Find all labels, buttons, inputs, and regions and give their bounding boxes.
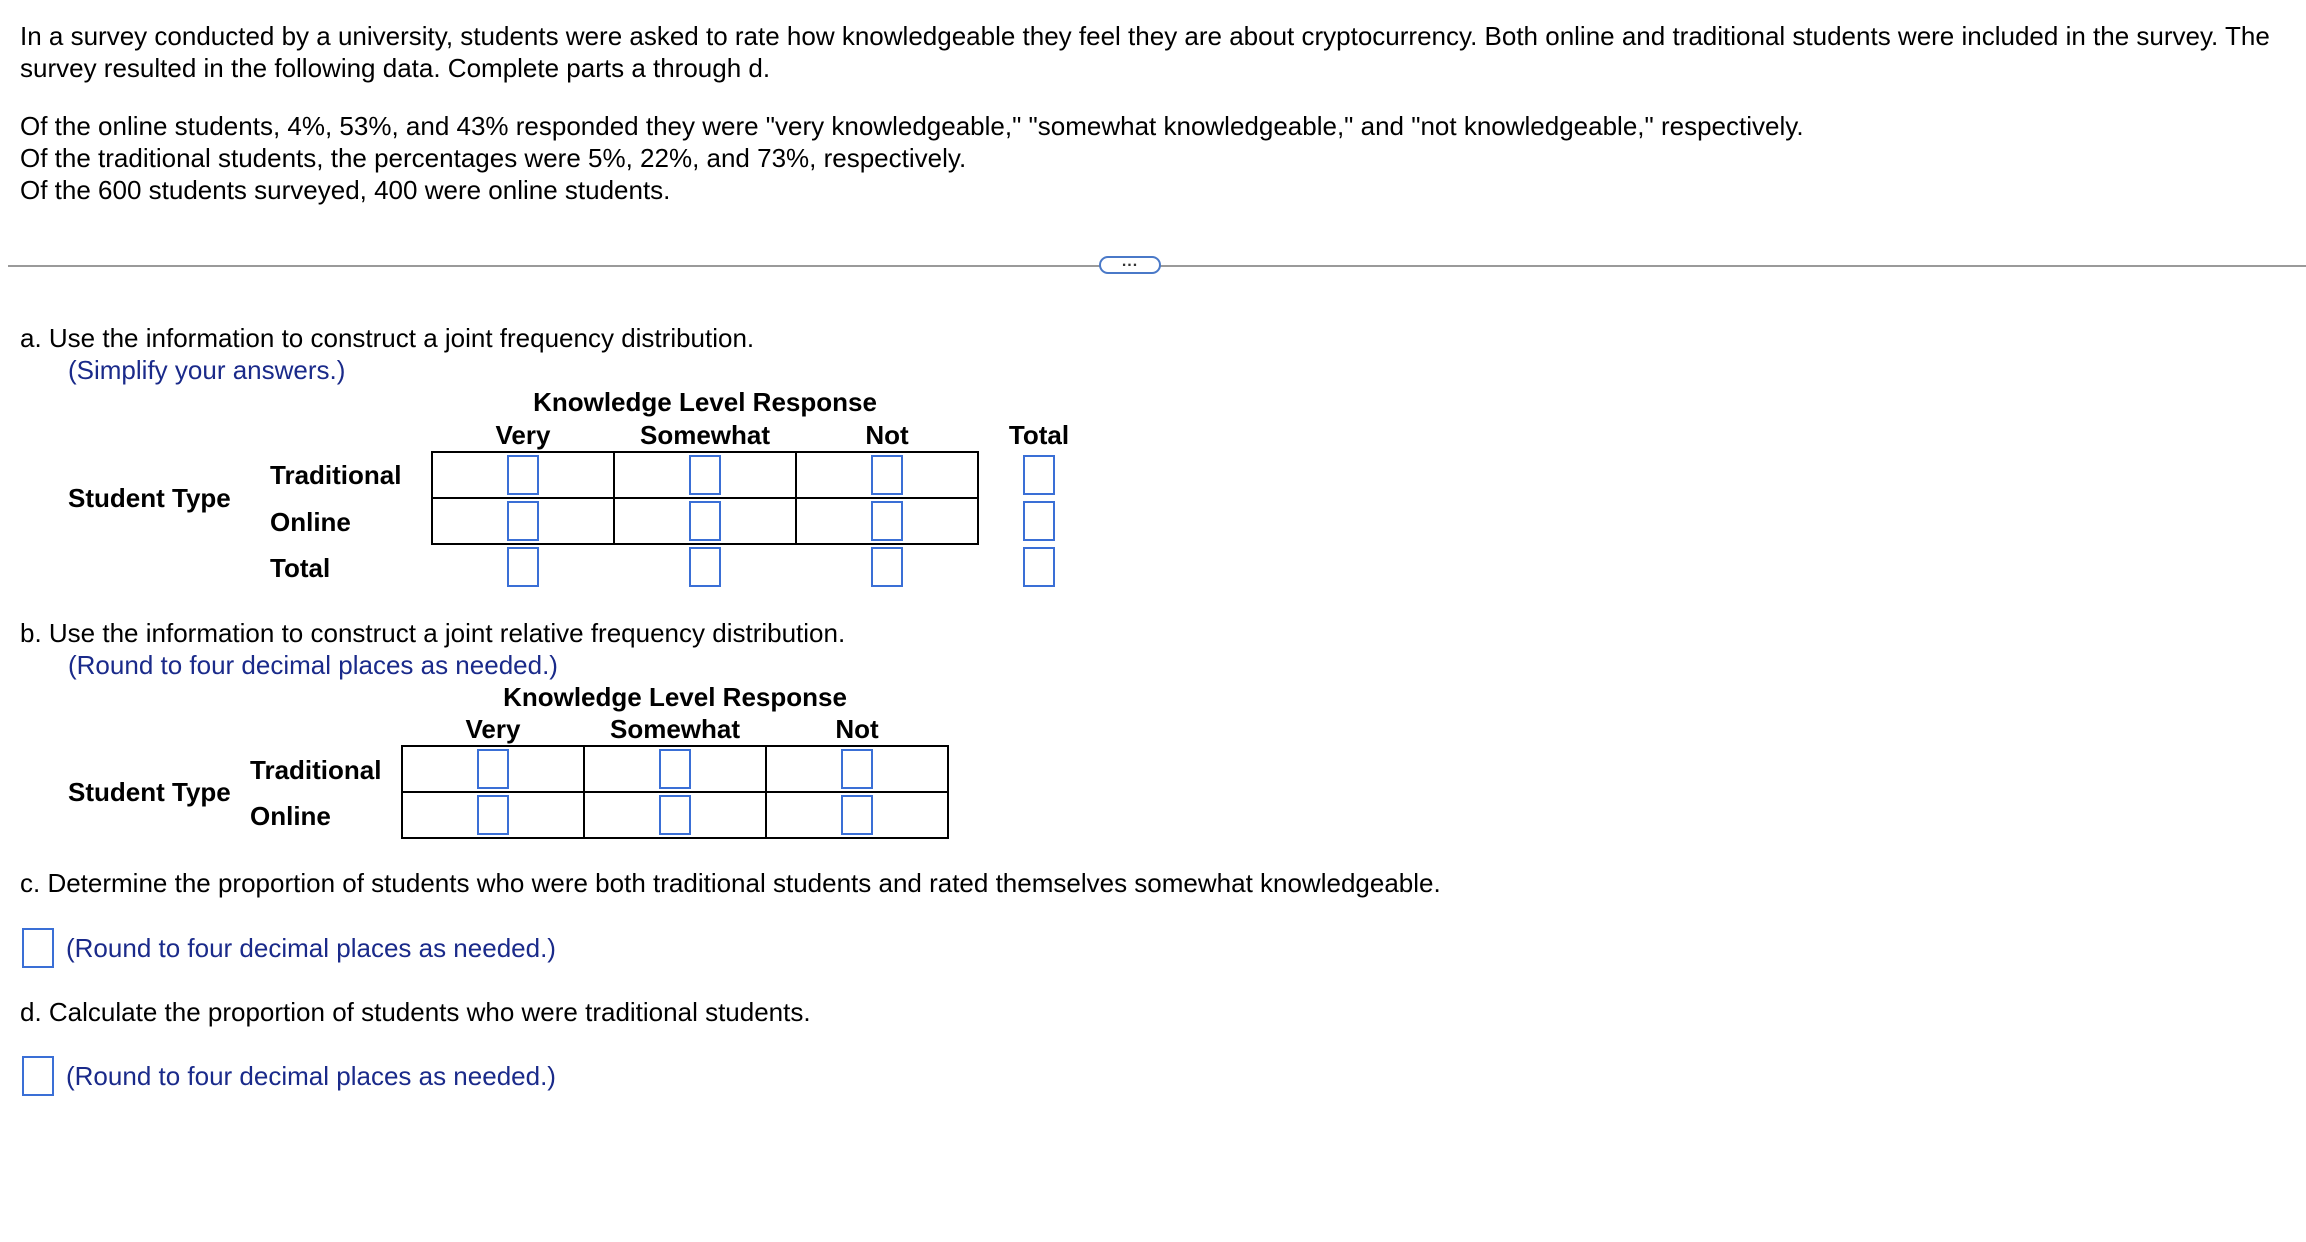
part-b-hint: (Round to four decimal places as needed.) bbox=[68, 650, 558, 680]
answer-box-b-online-not[interactable] bbox=[841, 795, 873, 835]
part-b-col-not: Not bbox=[835, 714, 879, 744]
answer-box-a-online-somewhat[interactable] bbox=[689, 501, 721, 541]
part-a-hint: (Simplify your answers.) bbox=[68, 355, 346, 385]
part-b-row-group: Student Type bbox=[68, 777, 231, 807]
answer-box-a-traditional-not[interactable] bbox=[871, 455, 903, 495]
part-a-col-somewhat: Somewhat bbox=[639, 420, 771, 450]
answer-box-a-online-not[interactable] bbox=[871, 501, 903, 541]
part-c-hint: (Round to four decimal places as needed.) bbox=[66, 933, 556, 963]
answer-box-d[interactable] bbox=[22, 1056, 54, 1096]
answer-box-a-total-very[interactable] bbox=[507, 547, 539, 587]
answer-box-a-online-total[interactable] bbox=[1023, 501, 1055, 541]
part-b-prompt: b. Use the information to construct a joint relative frequency distribution. bbox=[20, 618, 846, 648]
part-b-col-somewhat: Somewhat bbox=[609, 714, 741, 744]
answer-box-a-traditional-very[interactable] bbox=[507, 455, 539, 495]
answer-box-a-online-very[interactable] bbox=[507, 501, 539, 541]
answer-box-a-traditional-total[interactable] bbox=[1023, 455, 1055, 495]
part-a-row-traditional: Traditional bbox=[270, 460, 402, 490]
part-c-prompt: c. Determine the proportion of students who were both traditional students and rated themselves somewhat knowledgeable. bbox=[20, 868, 1441, 898]
part-a-row-total: Total bbox=[270, 553, 331, 583]
intro-line-1: In a survey conducted by a university, students were asked to rate how knowledgeable they feel they are about cryptocurrency. Both online and traditional students were included in the survey. The bbox=[20, 21, 2270, 51]
part-d-hint: (Round to four decimal places as needed.) bbox=[66, 1061, 556, 1091]
answer-box-b-traditional-somewhat[interactable] bbox=[659, 749, 691, 789]
intro-line-2: survey resulted in the following data. Complete parts a through d. bbox=[20, 53, 771, 83]
part-a-row-group: Student Type bbox=[68, 483, 231, 513]
part-b-row-online: Online bbox=[250, 801, 331, 831]
part-b-group-header: Knowledge Level Response bbox=[503, 682, 847, 712]
part-a-col-very: Very bbox=[495, 420, 551, 450]
show-more-button[interactable]: ... bbox=[1099, 256, 1161, 274]
data-line-total: Of the 600 students surveyed, 400 were online students. bbox=[20, 175, 671, 205]
answer-box-b-traditional-very[interactable] bbox=[477, 749, 509, 789]
part-a-col-not: Not bbox=[865, 420, 909, 450]
data-line-online: Of the online students, 4%, 53%, and 43% responded they were "very knowledgeable," "somewhat knowledgeable," and "not knowledgeable," respectively. bbox=[20, 111, 1804, 141]
part-a-col-total: Total bbox=[1008, 420, 1070, 450]
answer-box-a-total-somewhat[interactable] bbox=[689, 547, 721, 587]
answer-box-c[interactable] bbox=[22, 928, 54, 968]
part-b-row-traditional: Traditional bbox=[250, 755, 382, 785]
answer-box-a-traditional-somewhat[interactable] bbox=[689, 455, 721, 495]
answer-box-a-total-not[interactable] bbox=[871, 547, 903, 587]
part-d-prompt: d. Calculate the proportion of students who were traditional students. bbox=[20, 997, 811, 1027]
part-a-prompt: a. Use the information to construct a joint frequency distribution. bbox=[20, 323, 755, 353]
data-line-traditional: Of the traditional students, the percentages were 5%, 22%, and 73%, respectively. bbox=[20, 143, 967, 173]
part-a-group-header: Knowledge Level Response bbox=[533, 387, 877, 417]
answer-box-a-grand-total[interactable] bbox=[1023, 547, 1055, 587]
answer-box-b-online-somewhat[interactable] bbox=[659, 795, 691, 835]
answer-box-b-traditional-not[interactable] bbox=[841, 749, 873, 789]
part-a-row-online: Online bbox=[270, 507, 351, 537]
answer-box-b-online-very[interactable] bbox=[477, 795, 509, 835]
part-b-col-very: Very bbox=[465, 714, 521, 744]
